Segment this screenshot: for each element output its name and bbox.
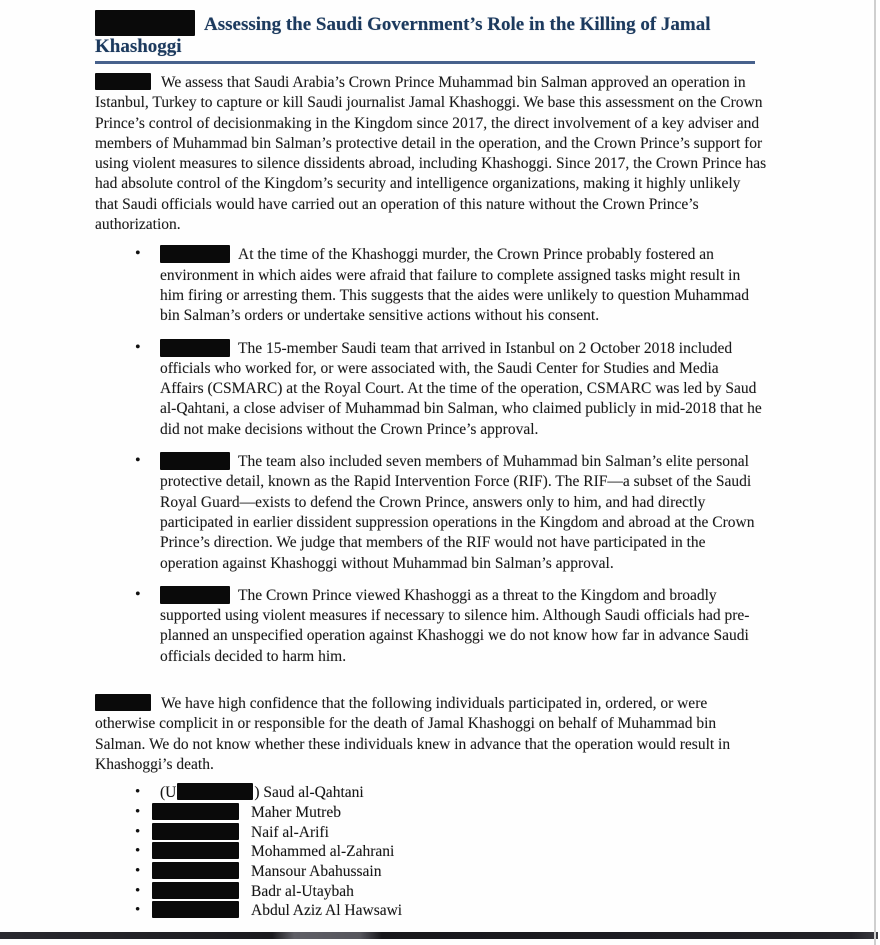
name-redaction-box	[152, 823, 239, 840]
name-prefix: (U	[160, 784, 177, 802]
intro-paragraph-text: We assess that Saudi Arabia’s Crown Prince Muhammad bin Salman approved an operation in Istanbul, Turkey to capture or kill Saudi journalist Jamal Khashoggi. We base this assessment on the Crown Prince’s control of decisionmaking in the Kingdom since 2017, the direct involvement of a key adviser and members of Muhammad bin Salman’s protective detail in the operation, and the Crown Prince’s support for using violent measures to silence dissidents abroad, including Khashoggi. Since 2017, the Crown Prince has had absolute control of the Kingdom’s security and intelligence organizations, making it highly unlikely that Saudi officials would have carried out an operation of this nature without the Crown Prince’s authorization.	[95, 74, 767, 234]
name-redaction-box	[152, 901, 239, 918]
name-redaction-box	[152, 882, 239, 899]
bullet-text: At the time of the Khashoggi murder, the Crown Prince probably fostered an environment in which aides were afraid that failure to complete assigned tasks might result in him firing or arresting them. This suggests that the aides were unlikely to question Muhammad bin Salman’s orders or undertake sensitive actions without his consent.	[160, 246, 750, 325]
named-individuals-list	[95, 783, 767, 921]
intro-paragraph	[95, 73, 767, 235]
title-redaction-box	[95, 10, 195, 36]
bullet-item	[160, 245, 765, 326]
name-text: Mohammed al-Zahrani	[251, 843, 395, 861]
name-item	[160, 882, 720, 902]
document-title: Assessing the Saudi Government’s Role in the Killing of Jamal Khashoggi	[95, 14, 711, 57]
bullet-item	[160, 339, 765, 440]
page-footer-bar	[0, 932, 878, 939]
confidence-redaction-box	[95, 694, 151, 711]
assessment-bullet-list	[95, 245, 767, 667]
name-redaction-box	[177, 783, 253, 800]
intro-redaction-box	[95, 73, 151, 90]
bullet-item	[160, 452, 765, 574]
name-redaction-box	[152, 862, 239, 879]
name-text: Naif al-Arifi	[251, 823, 329, 841]
name-redaction-box	[152, 842, 239, 859]
name-item	[160, 803, 720, 823]
bullet-text: The 15-member Saudi team that arrived in Istanbul on 2 October 2018 included officials who worked for, or were associated with, the Saudi Center for Studies and Media Affairs (CSMARC) at the Royal Court. At the time of the operation, CSMARC was led by Saud al-Qahtani, a close adviser of Muhammad bin Salman, who claimed publicly in mid-2018 that he did not make decisions without the Crown Prince’s approval.	[160, 339, 762, 438]
confidence-paragraph	[95, 694, 767, 775]
page-edge-line	[874, 0, 876, 945]
bullet-text: The Crown Prince viewed Khashoggi as a threat to the Kingdom and broadly supported using violent measures if necessary to silence him. Although Saudi officials had pre-planned an unspecified operation against Khashoggi we do not know how far in advance Saudi officials decided to harm him.	[160, 586, 750, 665]
bullet-redaction-box	[160, 452, 230, 470]
bullet-text: The team also included seven members of Muhammad bin Salman’s elite personal protective detail, known as the Rapid Intervention Force (RIF). The RIF—a subset of the Saudi Royal Guard—exists to defend the Crown Prince, answers only to him, and had directly participated in earlier dissident suppression operations in the Kingdom and abroad at the Crown Prince’s direction. We judge that members of the RIF would not have participated in the operation against Khashoggi without Muhammad bin Salman’s approval.	[160, 453, 755, 572]
name-text: Abdul Aziz Al Hawsawi	[251, 902, 403, 920]
confidence-paragraph-text: We have high confidence that the following individuals participated in, ordered, or were otherwise complicit in or responsible for the death of Jamal Khashoggi on behalf of Muhammad bin Salman. We do not know whether these individuals knew in advance that the operation would result in Khashoggi’s death.	[95, 695, 731, 773]
bullet-redaction-box	[160, 339, 230, 357]
name-item	[160, 862, 720, 882]
name-text: Badr al-Utaybah	[251, 882, 354, 900]
name-item	[160, 842, 720, 862]
name-item	[160, 783, 720, 803]
name-redaction-box	[152, 803, 239, 820]
name-item	[160, 823, 720, 843]
bullet-redaction-box	[160, 245, 230, 263]
bullet-item	[160, 586, 765, 667]
document-title-block	[95, 10, 755, 64]
name-text: Maher Mutreb	[251, 803, 341, 821]
name-text: ) Saud al-Qahtani	[254, 784, 364, 802]
bullet-redaction-box	[160, 586, 230, 604]
document-content	[95, 10, 767, 921]
name-item	[160, 901, 720, 921]
name-text: Mansour Abahussain	[251, 863, 382, 881]
